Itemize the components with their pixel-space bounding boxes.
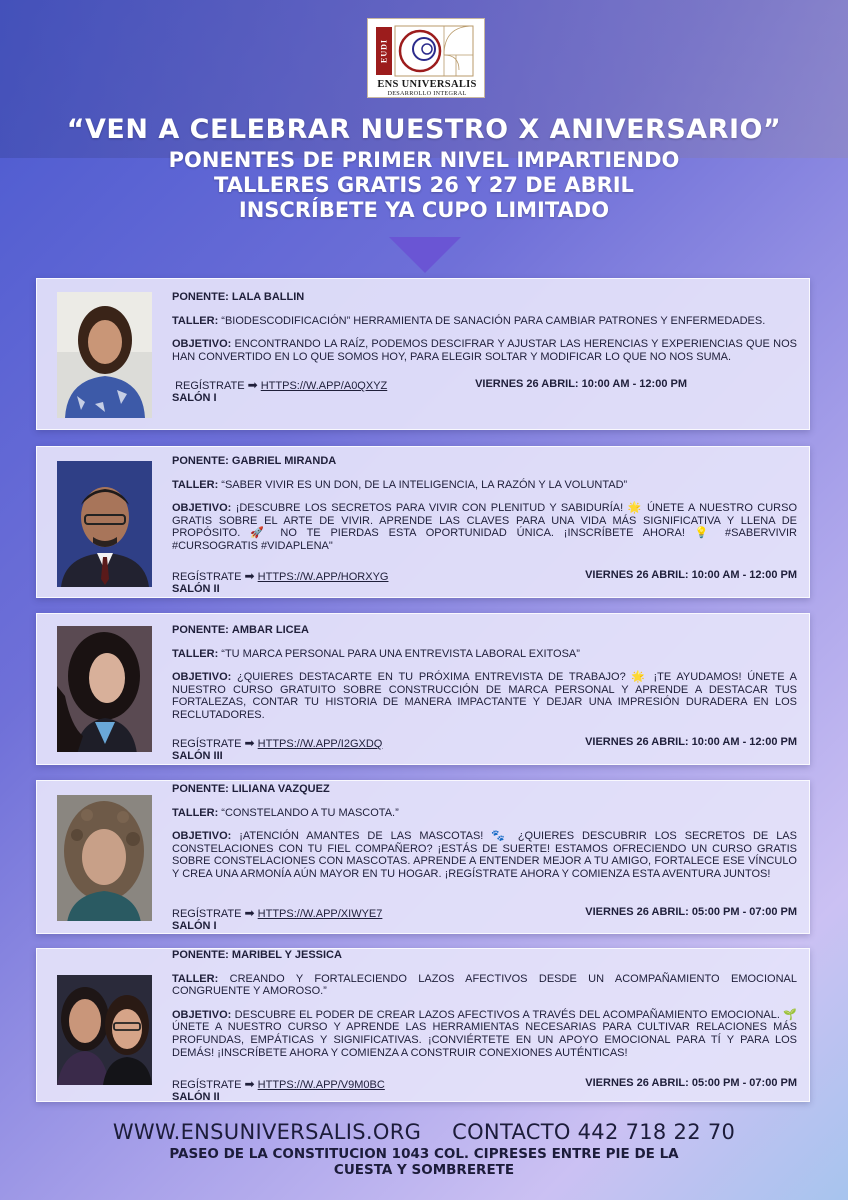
registration-row (172, 906, 797, 932)
arrow-right-icon: ➡ (244, 1077, 255, 1091)
logo-subtitle: DESARROLLO INTEGRAL (387, 90, 467, 97)
ponente-name: LILIANA VAZQUEZ (231, 783, 330, 795)
objetivo-text: ENCONTRANDO LA RAÍZ, PODEMOS DESCIFRAR Y AJUSTAR LAS HERENCIAS Y EXPERIENCIAS QUE NOS HAN CONVERTIDO EN LO QUE SOMOS HOY, PARA ELEGIR SOLTAR Y MODIFICAR LO QUE NO NOS SUMA. (172, 338, 797, 363)
workshop-card (36, 780, 810, 934)
logo-name: ENS UNIVERSALIS (377, 79, 477, 90)
headline-line-2: PONENTES DE PRIMER NIVEL IMPARTIENDO (168, 148, 680, 172)
workshop-card (36, 613, 810, 765)
spiral-icon (394, 25, 474, 77)
headline (0, 112, 848, 222)
speaker-photo (57, 292, 152, 418)
registration-row (172, 378, 797, 404)
workshop-card (36, 278, 810, 430)
session-time: VIERNES 26 ABRIL: 10:00 AM - 12:00 PM (585, 736, 797, 748)
taller-text: “BIODESCODIFICACIÓN” HERRAMIENTA DE SANACIÓN PARA CAMBIAR PATRONES Y ENFERMEDADES. (221, 314, 766, 327)
register-label: REGÍSTRATE (175, 380, 245, 392)
taller-label: TALLER: (172, 972, 219, 985)
objetivo-label: OBJETIVO: (172, 830, 232, 843)
taller-text: CREANDO Y FORTALECIENDO LAZOS AFECTIVOS DESDE UN ACOMPAÑAMIENTO EMOCIONAL CONGRUENTE Y AMOROSO.” (172, 972, 797, 998)
headline-title: “VEN A CELEBRAR NUESTRO X ANIVERSARIO” (66, 114, 782, 145)
ponente-label: PONENTE: (172, 291, 229, 303)
contact-phone: CONTACTO 442 718 22 70 (452, 1120, 736, 1144)
taller-label: TALLER: (172, 647, 219, 660)
registration-row (172, 569, 797, 595)
register-link[interactable]: HTTPS://W.APP/I2GXDQ (257, 738, 383, 750)
website-link[interactable]: WWW.ENSUNIVERSALIS.ORG (112, 1120, 422, 1144)
register-label: REGÍSTRATE (172, 738, 242, 750)
objetivo-label: OBJETIVO: (172, 671, 232, 684)
ponente-label: PONENTE: (172, 783, 229, 795)
register-label: REGÍSTRATE (172, 908, 242, 920)
taller-label: TALLER: (172, 478, 219, 491)
objetivo-label: OBJETIVO: (172, 1008, 232, 1021)
arrow-right-icon: ➡ (244, 906, 255, 920)
register-label: REGÍSTRATE (172, 571, 242, 583)
logo-mark: EUDI (376, 27, 392, 75)
speaker-photo (57, 795, 152, 921)
registration-row (172, 1077, 797, 1103)
arrow-right-icon: ➡ (244, 569, 255, 583)
registration-row (172, 736, 797, 762)
ponente-label: PONENTE: (172, 624, 229, 636)
salon-label: SALÓN I (172, 920, 217, 932)
speaker-photo (57, 461, 152, 587)
eudi-logo (367, 18, 485, 98)
taller-label: TALLER: (172, 314, 219, 327)
footer-contact-line (0, 1120, 848, 1144)
salon-label: SALÓN I (172, 392, 217, 404)
salon-label: SALÓN III (172, 750, 223, 762)
taller-text: “TU MARCA PERSONAL PARA UNA ENTREVISTA LABORAL EXITOSA” (221, 647, 580, 660)
ponente-name: MARIBEL Y JESSICA (231, 949, 342, 961)
ponente-name: LALA BALLIN (231, 291, 305, 303)
address-line-2: CUESTA Y SOMBRERETE (333, 1162, 515, 1178)
salon-label: SALÓN II (172, 583, 220, 595)
session-time: VIERNES 26 ABRIL: 05:00 PM - 07:00 PM (585, 1077, 797, 1089)
register-link[interactable]: HTTPS://W.APP/A0QXYZ (260, 380, 388, 392)
register-link[interactable]: HTTPS://W.APP/V9M0BC (257, 1079, 385, 1091)
workshop-card (36, 948, 810, 1102)
card-info (172, 455, 797, 553)
ponente-label: PONENTE: (172, 455, 229, 467)
ponente-label: PONENTE: (172, 949, 229, 961)
objetivo-label: OBJETIVO: (172, 502, 232, 515)
headline-line-4: INSCRÍBETE YA CUPO LIMITADO (238, 198, 610, 222)
footer-address (0, 1146, 848, 1178)
card-info (172, 624, 797, 722)
session-time: VIERNES 26 ABRIL: 10:00 AM - 12:00 PM (585, 569, 797, 581)
taller-text: “CONSTELANDO A TU MASCOTA.” (221, 806, 399, 819)
register-label: REGÍSTRATE (172, 1079, 242, 1091)
down-triangle-icon (389, 237, 461, 273)
card-info (172, 291, 797, 363)
objetivo-text: DESCUBRE EL PODER DE CREAR LAZOS AFECTIVOS A TRAVÉS DEL ACOMPAÑAMIENTO EMOCIONAL. 🌱 ÚNETE A NUESTRO CURSO Y APRENDE LAS HERRAMIENTAS NECESARIAS PARA CULTIVAR RELACIONES MÁS PROFUNDAS, EMPÁTICAS Y SIGNIFICATIVAS. ¡CONVIÉRTETE EN UN APOYO EMOCIONAL PARA TÍ Y PARA LOS DEMÁS! ¡INSCRÍBETE AHORA Y COMIENZA A CONSTRUIR CONEXIONES AUTÉNTICAS! (172, 1008, 797, 1059)
speaker-photo (57, 626, 152, 752)
speaker-photo (57, 975, 152, 1085)
objetivo-label: OBJETIVO: (172, 338, 232, 351)
workshop-card (36, 446, 810, 598)
register-link[interactable]: HTTPS://W.APP/XIWYE7 (257, 908, 383, 920)
taller-label: TALLER: (172, 806, 219, 819)
register-link[interactable]: HTTPS://W.APP/HORXYG (257, 571, 389, 583)
taller-text: “SABER VIVIR ES UN DON, DE LA INTELIGENCIA, LA RAZÓN Y LA VOLUNTAD” (221, 478, 628, 491)
card-info (172, 949, 797, 1059)
arrow-right-icon: ➡ (244, 736, 255, 750)
session-time: VIERNES 26 ABRIL: 05:00 PM - 07:00 PM (585, 906, 797, 918)
objetivo-text: ¿QUIERES DESTACARTE EN TU PRÓXIMA ENTREVISTA DE TRABAJO? 🌟 ¡TE AYUDAMOS! ÚNETE A NUESTRO CURSO GRATUITO SOBRE CONSTRUCCIÓN DE MARCA PERSONAL Y APRENDE A DESTACAR TUS FORTALEZAS, CONTAR TU HISTORIA DE MANERA IMPACTANTE Y DEJAR UNA IMPRESIÓN DURADERA EN LOS RECLUTADORES. (172, 671, 797, 721)
objetivo-text: ¡ATENCIÓN AMANTES DE LAS MASCOTAS! 🐾 ¿QUIERES DESCUBRIR LOS SECRETOS DE LAS CONSTELACIONES CON TU FIEL COMPAÑERO? ¡ESTÁS DE SUERTE! ESTAMOS OFRECIENDO UN CURSO GRATIS SOBRE CONSTELACIONES CON MASCOTAS. APRENDE A ENTENDER MEJOR A TU AMIGO, FORTALECE ESE VÍNCULO Y CREA UNA ARMONÍA AÚN MAYOR EN TU HOGAR. ¡REGÍSTRATE AHORA Y COMIENZA ESTA AVENTURA JUNTOS! (172, 830, 797, 880)
address-line-1: PASEO DE LA CONSTITUCION 1043 COL. CIPRESES ENTRE PIE DE LA (169, 1146, 679, 1162)
headline-line-3: TALLERES GRATIS 26 Y 27 DE ABRIL (214, 173, 634, 197)
ponente-name: AMBAR LICEA (231, 624, 309, 636)
objetivo-text: ¡DESCUBRE LOS SECRETOS PARA VIVIR CON PLENITUD Y SABIDURÍA! 🌟 ÚNETE A NUESTRO CURSO GRATIS SOBRE EL ARTE DE VIVIR. APRENDE LAS CLAVES PARA UNA VIDA MÁS SIGNIFICATIVA Y LLENA DE PROPÓSITO. 🚀 NO TE PIERDAS ESTA OPORTUNIDAD ÚNICA. ¡INSCRÍBETE AHORA! 💡 #SABERVIVIR #CURSOGRATIS #VIDAPLENA" (172, 502, 797, 552)
salon-label: SALÓN II (172, 1091, 220, 1103)
card-info (172, 783, 797, 881)
arrow-right-icon: ➡ (247, 378, 258, 392)
session-time: VIERNES 26 ABRIL: 10:00 AM - 12:00 PM (475, 378, 687, 390)
ponente-name: GABRIEL MIRANDA (231, 455, 337, 467)
